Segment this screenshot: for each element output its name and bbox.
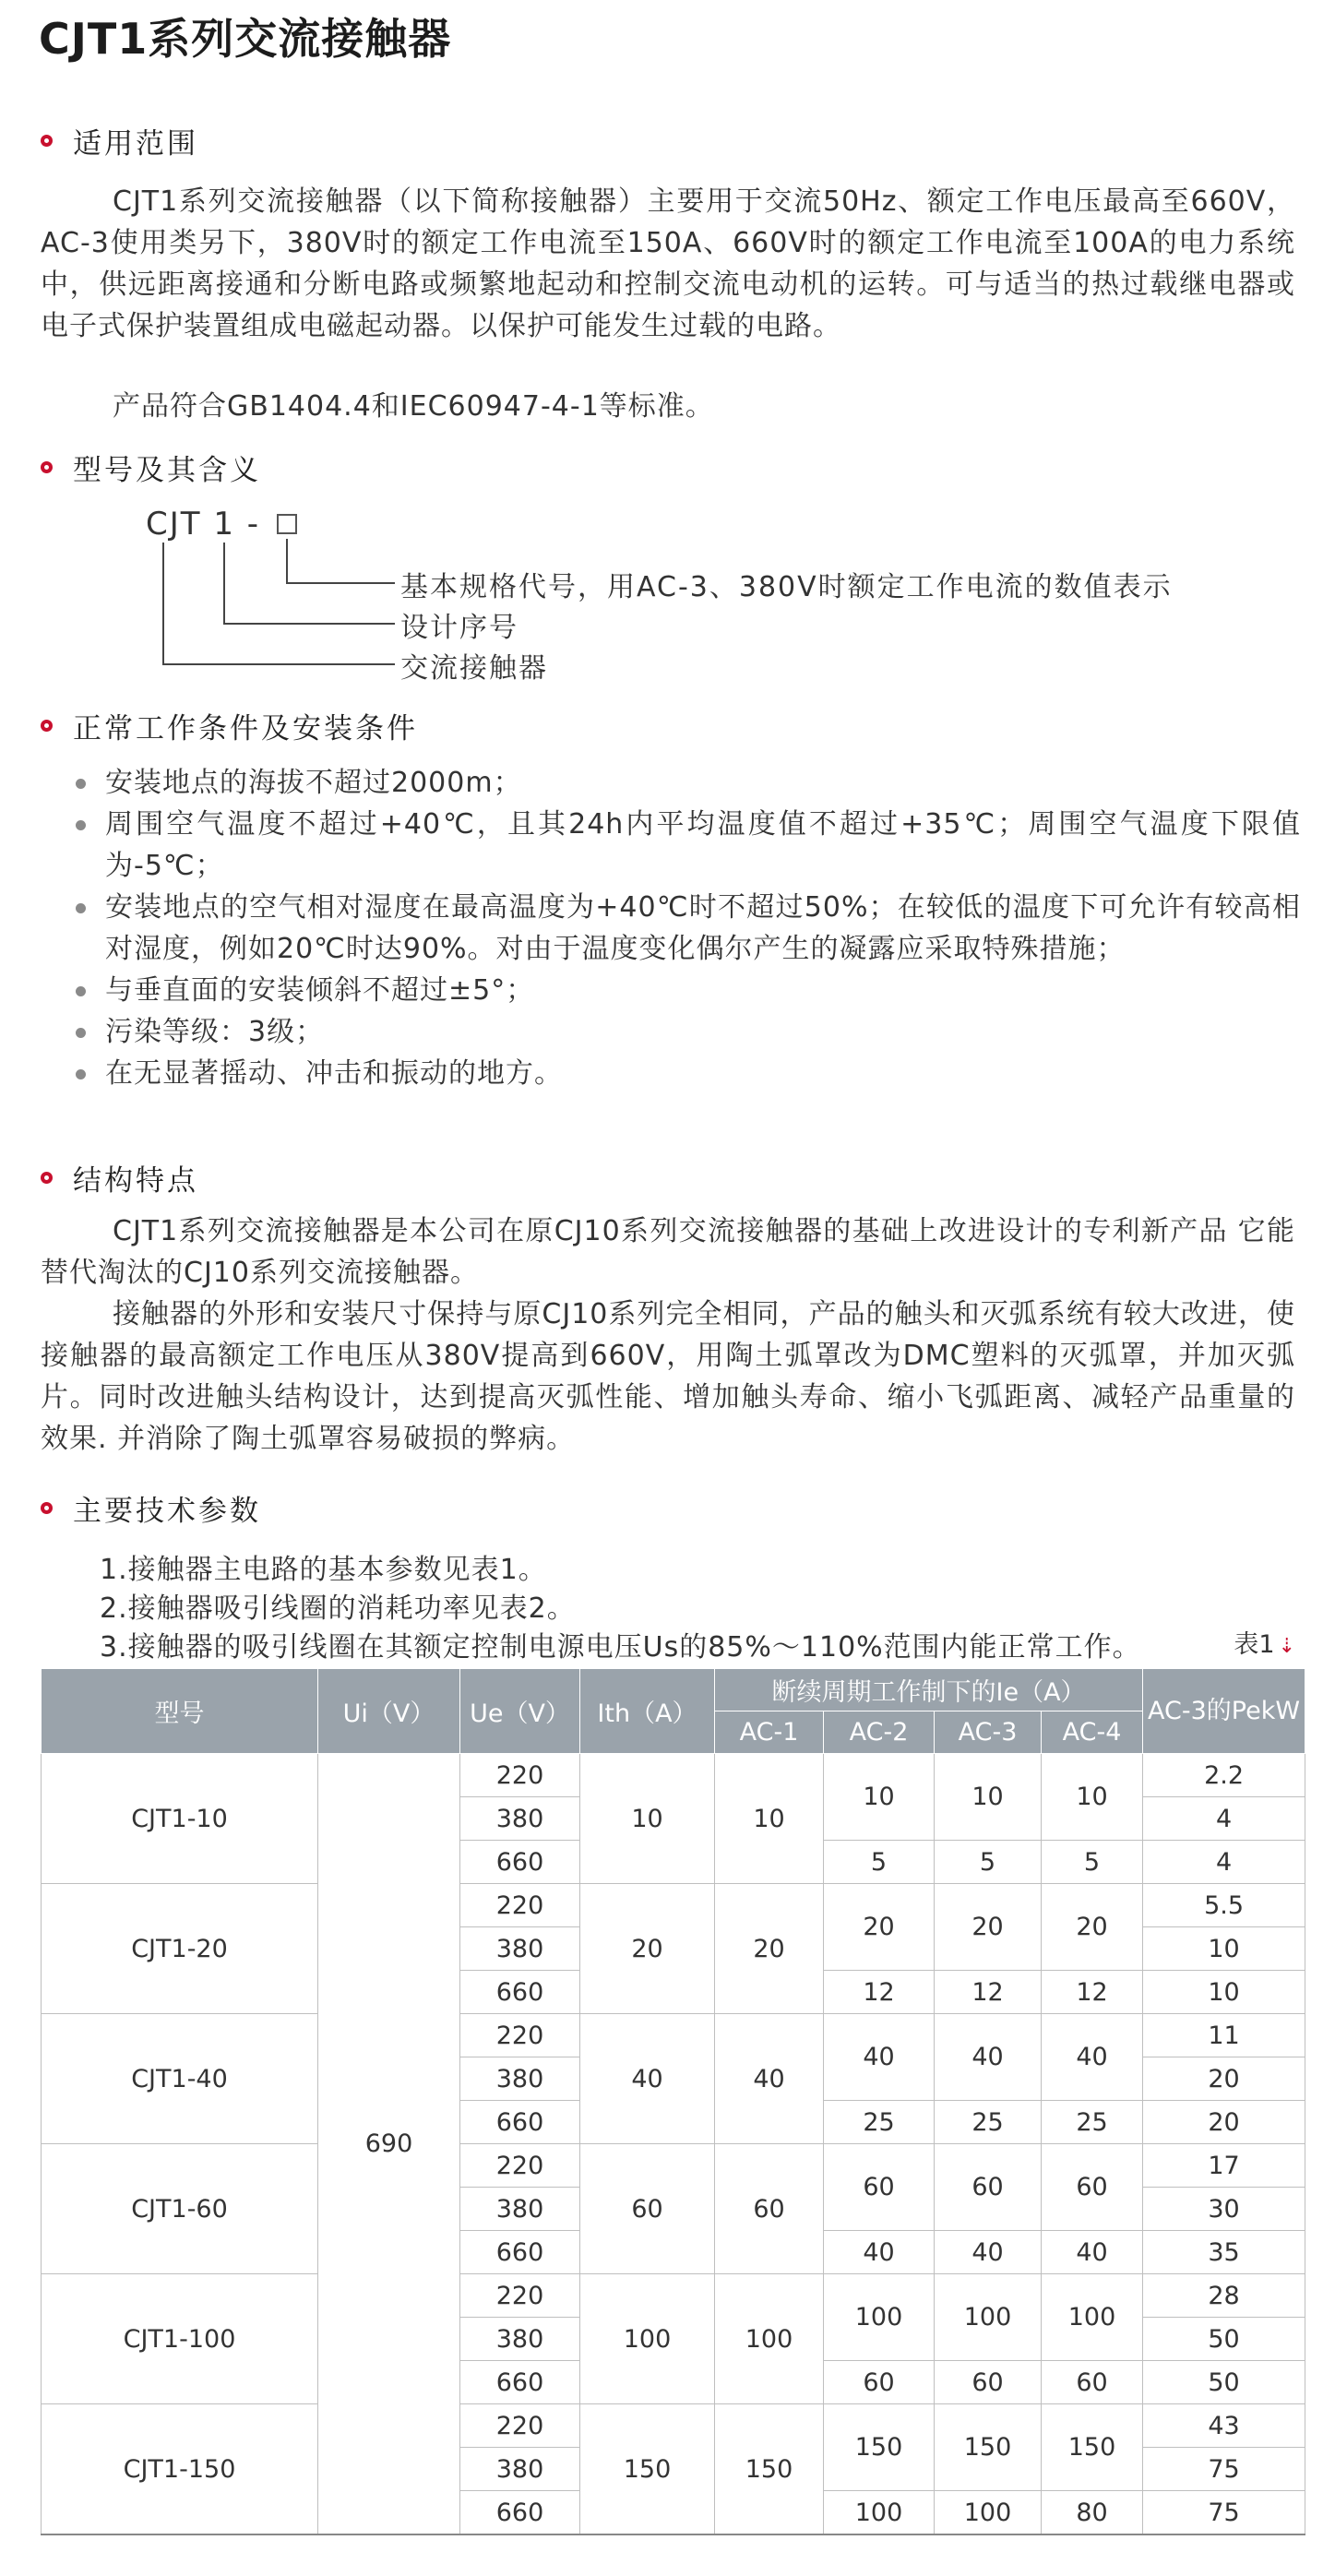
cell-ac4: 80: [1042, 2491, 1143, 2535]
section-heading-label: 主要技术参数: [73, 1495, 261, 1528]
grey-dot-icon: [76, 779, 86, 789]
cell-ac4: 10: [1042, 1754, 1143, 1841]
cell-model: CJT1-100: [42, 2274, 318, 2404]
cell-ac4: 150: [1042, 2404, 1143, 2491]
cell-ac3: 20: [935, 1884, 1042, 1971]
cell-model: CJT1-10: [42, 1754, 318, 1884]
cell-power: 30: [1143, 2188, 1305, 2231]
list-item-text: 周围空气温度不超过+40℃，且其24h内平均温度值不超过+35℃；周围空气温度下限值为-5℃；: [105, 808, 1301, 882]
cell-ac2: 20: [824, 1884, 935, 1971]
cell-ue: 220: [460, 2144, 580, 2188]
cell-power: 4: [1143, 1841, 1305, 1884]
header-ui: Ui（V）: [318, 1669, 460, 1754]
header-ac3: AC-3: [935, 1711, 1042, 1754]
cell-ac4: 40: [1042, 2014, 1143, 2101]
cell-power: 75: [1143, 2448, 1305, 2491]
cell-ac3: 100: [935, 2491, 1042, 2535]
cell-power: 10: [1143, 1927, 1305, 1971]
cell-power: 5.5: [1143, 1884, 1305, 1927]
cell-power: 43: [1143, 2404, 1305, 2448]
section-heading-label: 正常工作条件及安装条件: [73, 712, 418, 745]
cell-power: 75: [1143, 2491, 1305, 2535]
cell-power: 50: [1143, 2361, 1305, 2404]
spec-table: [41, 1668, 1305, 2535]
cell-ac2: 60: [824, 2361, 935, 2404]
header-ac1: AC-1: [715, 1711, 824, 1754]
section-bullet-icon: [41, 1172, 53, 1184]
cell-ac4: 12: [1042, 1971, 1143, 2014]
grey-dot-icon: [76, 903, 86, 913]
cell-ac4: 20: [1042, 1884, 1143, 1971]
list-item: [74, 887, 1301, 970]
page-title: CJT1系列交流接触器: [39, 14, 452, 64]
cell-model: CJT1-20: [42, 1884, 318, 2014]
cell-power: 50: [1143, 2318, 1305, 2361]
cell-ac3: 5: [935, 1841, 1042, 1884]
cell-ac4: 5: [1042, 1841, 1143, 1884]
cell-ith: 150: [580, 2404, 715, 2535]
list-item-text: 在无显著摇动、冲击和振动的地方。: [105, 1057, 563, 1090]
header-ith: Ith（A）: [580, 1669, 715, 1754]
scope-paragraph: CJT1系列交流接触器（以下简称接触器）主要用于交流50Hz、额定工作电压最高至660V，AC-3使用类另下，380V时的额定工作电流至150A、660V时的额定工作电流至100A的电力系统中，供远距离接通和分断电路或频繁地起动和控制交流电动机的运转。可与适当的热过载继电器或电子式保护装置组成电磁起动器。以保护可能发生过载的电路。: [41, 185, 1295, 342]
grey-dot-icon: [76, 986, 86, 996]
param-line-2: 2.接触器吸引线圈的消耗功率见表2。: [100, 1592, 576, 1625]
section-heading-label: 结构特点: [73, 1164, 198, 1198]
table-row: [42, 2274, 1305, 2318]
table-row: [42, 2144, 1305, 2188]
list-item-text: 安装地点的空气相对湿度在最高温度为+40℃时不超过50%；在较低的温度下可允许有较高相对湿度，例如20℃时达90%。对由于温度变化偶尔产生的凝露应采取特殊措施；: [105, 891, 1301, 965]
table-caption: [1234, 1624, 1295, 1660]
cell-ue: 380: [460, 2188, 580, 2231]
cell-ith: 20: [580, 1884, 715, 2014]
diagram-line: [223, 543, 225, 624]
diagram-line: [162, 543, 164, 664]
cell-ac2: 100: [824, 2274, 935, 2361]
cell-ith: 100: [580, 2274, 715, 2404]
cell-power: 20: [1143, 2101, 1305, 2144]
cell-power: 4: [1143, 1797, 1305, 1841]
diagram-line: [286, 539, 288, 583]
cell-ac2: 40: [824, 2231, 935, 2274]
cell-ue: 660: [460, 1841, 580, 1884]
cell-ac2: 100: [824, 2491, 935, 2535]
cell-ac3: 25: [935, 2101, 1042, 2144]
model-label-contactor: 交流接触器: [400, 652, 548, 685]
cell-ac3: 40: [935, 2014, 1042, 2101]
section-heading-model: [41, 447, 261, 488]
list-item: [74, 970, 1301, 1011]
cell-ac1: 20: [715, 1884, 824, 2014]
cell-ac3: 40: [935, 2231, 1042, 2274]
header-ue: Ue（V）: [460, 1669, 580, 1754]
table-caption-label: 表1: [1234, 1630, 1275, 1659]
list-item-text: 安装地点的海拔不超过2000m；: [105, 767, 522, 799]
grey-dot-icon: [76, 1028, 86, 1038]
table-row: [42, 1754, 1305, 1797]
cell-ue: 380: [460, 2318, 580, 2361]
cell-ith: 10: [580, 1754, 715, 1884]
cell-ac2: 150: [824, 2404, 935, 2491]
section-heading-conditions: [41, 705, 418, 746]
cell-model: CJT1-40: [42, 2014, 318, 2144]
cell-ith: 40: [580, 2014, 715, 2144]
cell-ue: 660: [460, 2491, 580, 2535]
cell-ac4: 25: [1042, 2101, 1143, 2144]
cell-ac3: 60: [935, 2361, 1042, 2404]
cell-ac1: 10: [715, 1754, 824, 1884]
cell-power: 17: [1143, 2144, 1305, 2188]
grey-dot-icon: [76, 1069, 86, 1079]
header-power: AC-3的PekW: [1143, 1669, 1305, 1754]
list-item: [74, 762, 1301, 804]
cell-ac1: 150: [715, 2404, 824, 2535]
cell-ac2: 40: [824, 2014, 935, 2101]
cell-power: 28: [1143, 2274, 1305, 2318]
cell-ue: 220: [460, 2014, 580, 2057]
scope-standard-paragraph: 产品符合GB1404.4和IEC60947-4-1等标准。: [113, 390, 714, 423]
cell-model: CJT1-60: [42, 2144, 318, 2274]
cell-ac4: 60: [1042, 2144, 1143, 2231]
cell-ue: 220: [460, 1884, 580, 1927]
grey-dot-icon: [76, 820, 86, 830]
cell-ac3: 12: [935, 1971, 1042, 2014]
section-heading-label: 适用范围: [73, 127, 198, 161]
cell-ac3: 60: [935, 2144, 1042, 2231]
cell-ac1: 40: [715, 2014, 824, 2144]
spec-table-body: [42, 1754, 1305, 2535]
cell-ue: 220: [460, 2404, 580, 2448]
cell-ac1: 100: [715, 2274, 824, 2404]
table-row: [42, 1884, 1305, 1927]
cell-ui: 690: [318, 1754, 460, 2535]
cell-ac4: 100: [1042, 2274, 1143, 2361]
list-item: [74, 1053, 1301, 1094]
cell-power: 2.2: [1143, 1754, 1305, 1797]
section-bullet-icon: [41, 720, 53, 732]
header-ie-group: 断续周期工作制下的Ie（A）: [715, 1669, 1143, 1711]
model-label-design: 设计序号: [400, 612, 518, 644]
cell-ue: 660: [460, 1971, 580, 2014]
list-item-text: 污染等级：3级；: [105, 1016, 325, 1048]
param-line-1: 1.接触器主电路的基本参数见表1。: [100, 1554, 547, 1586]
param-line-3: 3.接触器的吸引线圈在其额定控制电源电压Us的85%～110%范围内能正常工作。: [100, 1631, 1141, 1664]
section-heading-structure: [41, 1157, 198, 1199]
cell-ue: 660: [460, 2361, 580, 2404]
conditions-list: [74, 762, 1301, 1094]
cell-ac3: 100: [935, 2274, 1042, 2361]
cell-ac2: 25: [824, 2101, 935, 2144]
header-ac2: AC-2: [824, 1711, 935, 1754]
list-item: [74, 1011, 1301, 1053]
table-row: [42, 2404, 1305, 2448]
cell-ith: 60: [580, 2144, 715, 2274]
cell-model: CJT1-150: [42, 2404, 318, 2535]
cell-ac2: 10: [824, 1754, 935, 1841]
structure-paragraph-1: CJT1系列交流接触器是本公司在原CJ10系列交流接触器的基础上改进设计的专利新产品 它能替代淘汰的CJ10系列交流接触器。: [41, 1215, 1295, 1289]
cell-ue: 660: [460, 2231, 580, 2274]
cell-ac2: 12: [824, 1971, 935, 2014]
cell-ac1: 60: [715, 2144, 824, 2274]
cell-ac4: 40: [1042, 2231, 1143, 2274]
diagram-line: [286, 582, 395, 584]
cell-power: 11: [1143, 2014, 1305, 2057]
cell-ac3: 150: [935, 2404, 1042, 2491]
diagram-line: [223, 623, 395, 625]
section-bullet-icon: [41, 461, 53, 473]
section-heading-label: 型号及其含义: [73, 454, 261, 487]
cell-ac2: 60: [824, 2144, 935, 2231]
list-item: [74, 804, 1301, 887]
cell-power: 10: [1143, 1971, 1305, 2014]
cell-ac2: 5: [824, 1841, 935, 1884]
section-heading-params: [41, 1487, 261, 1529]
section-heading-scope: [41, 120, 198, 161]
header-ac4: AC-4: [1042, 1711, 1143, 1754]
cell-ue: 220: [460, 1754, 580, 1797]
cell-ue: 380: [460, 2057, 580, 2101]
section-bullet-icon: [41, 135, 53, 147]
model-code: CJT 1 -: [146, 506, 261, 543]
cell-ue: 380: [460, 1797, 580, 1841]
list-item-text: 与垂直面的安装倾斜不超过±5°；: [105, 974, 535, 1007]
cell-ue: 380: [460, 1927, 580, 1971]
cell-power: 20: [1143, 2057, 1305, 2101]
cell-ac4: 60: [1042, 2361, 1143, 2404]
table-row: [42, 2014, 1305, 2057]
cell-ue: 380: [460, 2448, 580, 2491]
section-bullet-icon: [41, 1502, 53, 1514]
model-diagram: [138, 506, 1292, 690]
model-label-spec: 基本规格代号，用AC-3、380V时额定工作电流的数值表示: [400, 571, 1173, 603]
cell-ue: 660: [460, 2101, 580, 2144]
structure-paragraph-2: 接触器的外形和安装尺寸保持与原CJ10系列完全相同，产品的触头和灭弧系统有较大改进，使接触器的最高额定工作电压从380V提高到660V，用陶土弧罩改为DMC塑料的灭弧罩，并加灭弧片。同时改进触头结构设计，达到提高灭弧性能、增加触头寿命、缩小飞弧距离、减轻产品重量的效果. 并消除了陶土弧罩容易破损的弊病。: [41, 1298, 1295, 1455]
arrow-down-icon: ⇣: [1278, 1635, 1295, 1658]
spec-code-box-icon: [277, 514, 297, 534]
cell-ue: 220: [460, 2274, 580, 2318]
cell-power: 35: [1143, 2231, 1305, 2274]
cell-ac3: 10: [935, 1754, 1042, 1841]
diagram-line: [162, 663, 395, 665]
header-model: 型号: [42, 1669, 318, 1754]
